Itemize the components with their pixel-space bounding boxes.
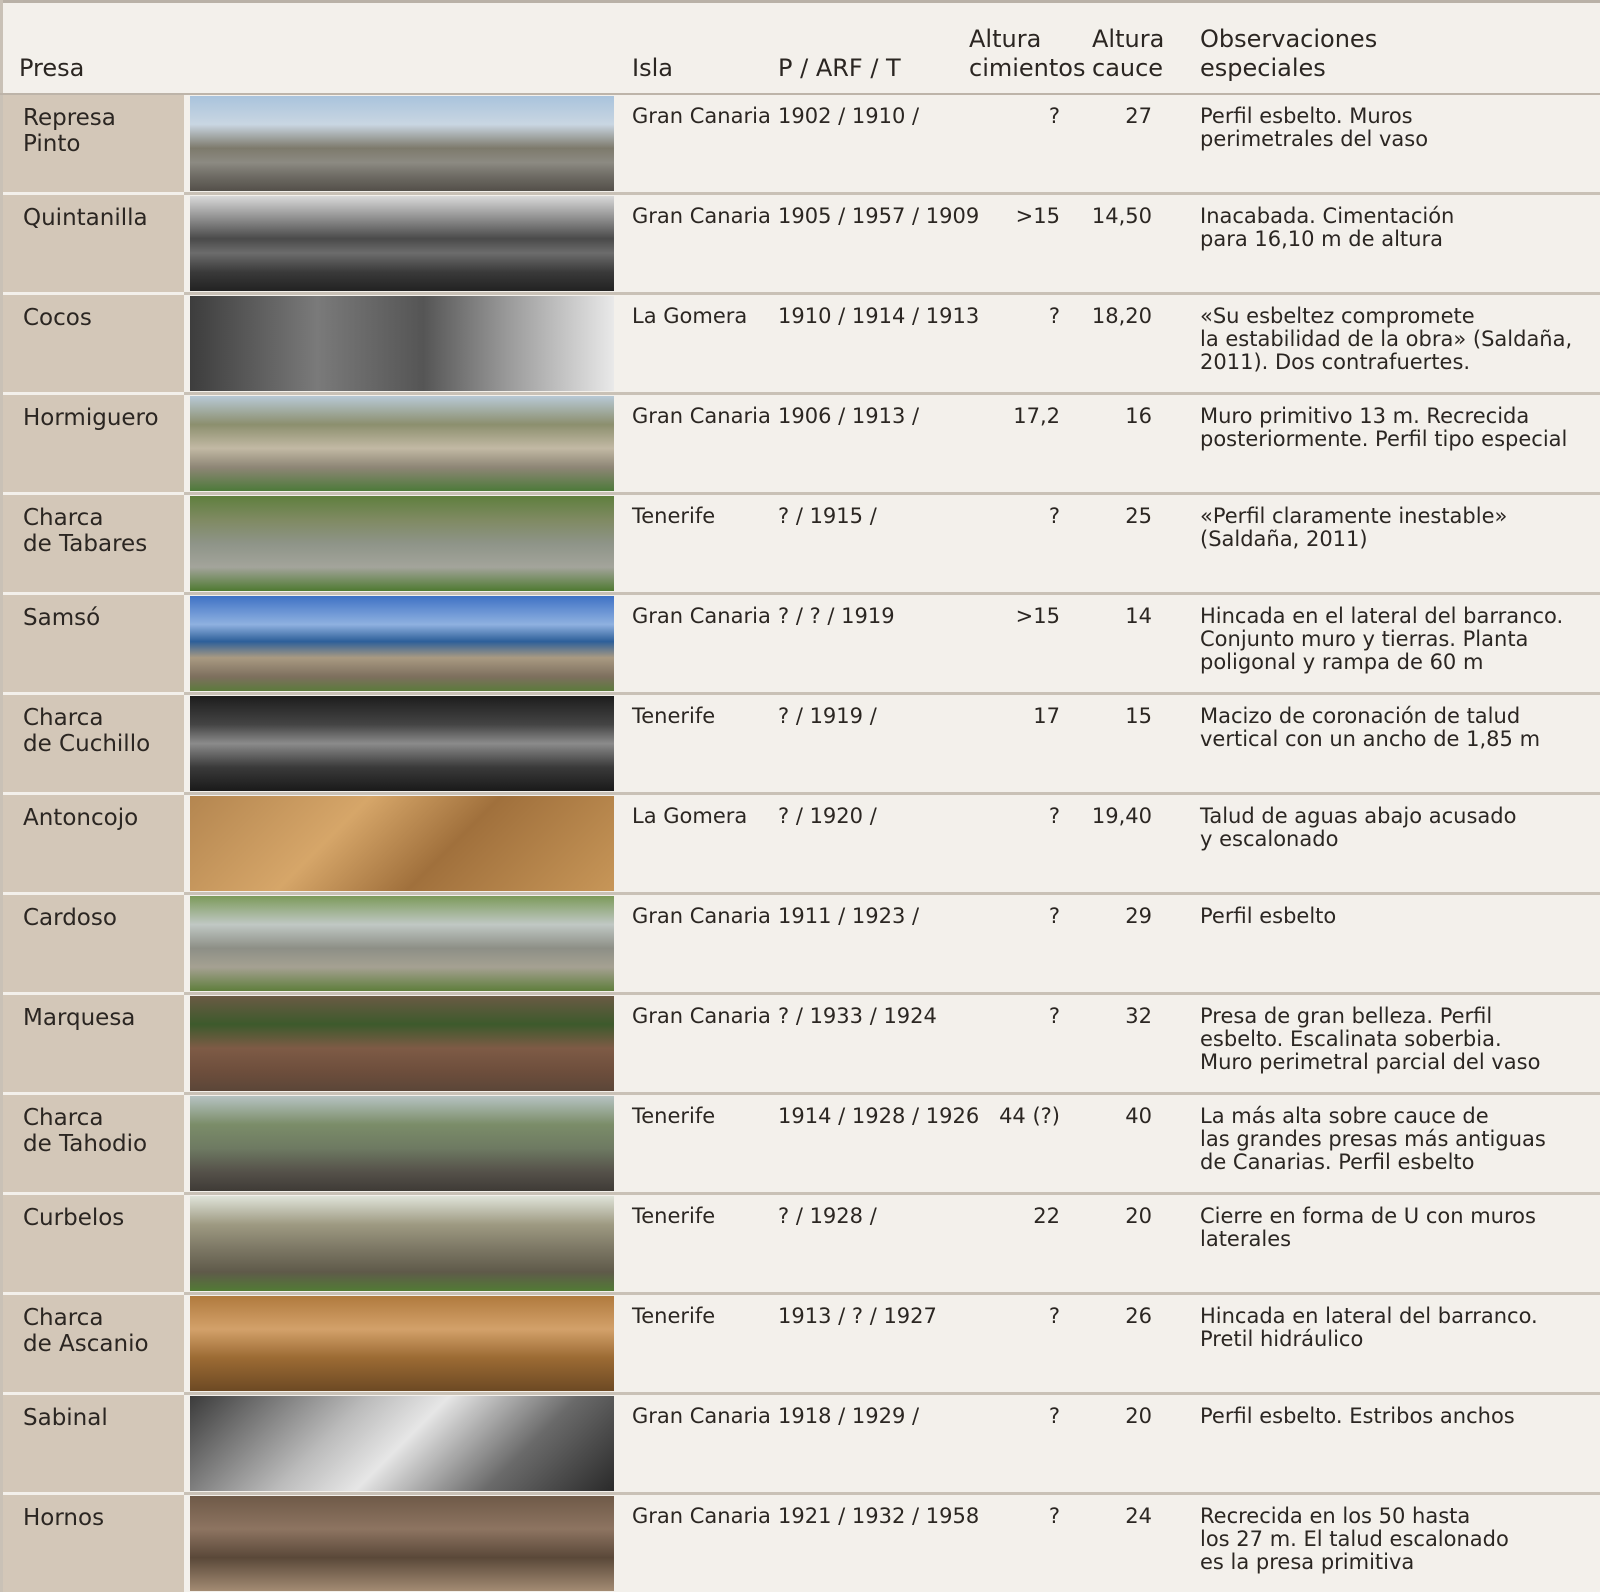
observaciones-line: posteriormente. Perfil tipo especial	[1200, 427, 1568, 451]
observaciones-line: y escalonado	[1200, 827, 1339, 851]
header-observaciones: Observaciones especiales	[1200, 25, 1378, 82]
isla-cell: Tenerife	[632, 1104, 716, 1128]
fechas-cell: ? / ? / 1919	[778, 604, 895, 628]
observaciones-cell	[1200, 805, 1516, 851]
dam-name-line: de Tahodio	[23, 1131, 148, 1157]
observaciones-line: esbelto. Escalinata soberbia.	[1200, 1027, 1502, 1051]
altura-cauce-cell: 26	[1125, 1304, 1152, 1328]
observaciones-cell	[1200, 705, 1540, 751]
altura-cauce-cell: 14,50	[1091, 204, 1152, 228]
altura-cauce-cell: 20	[1125, 1404, 1152, 1428]
altura-cauce-cell: 32	[1125, 1004, 1152, 1028]
dam-photo	[190, 796, 614, 891]
observaciones-line: Muro primitivo 13 m. Recrecida	[1200, 404, 1530, 428]
table-header	[0, 3, 1600, 93]
observaciones-cell	[1200, 305, 1572, 374]
altura-cauce-cell: 19,40	[1091, 804, 1152, 828]
observaciones-line: 2011). Dos contrafuertes.	[1200, 350, 1471, 374]
observaciones-line: Cierre en forma de U con muros	[1200, 1204, 1536, 1228]
dam-name-line: Hormiguero	[23, 405, 159, 431]
dam-photo	[190, 296, 614, 391]
observaciones-line: laterales	[1200, 1227, 1292, 1251]
dam-name-line: de Ascanio	[23, 1331, 149, 1357]
altura-cauce-cell: 16	[1125, 404, 1152, 428]
fechas-cell: 1918 / 1929 /	[778, 1404, 920, 1428]
isla-cell: Gran Canaria	[632, 604, 771, 628]
isla-cell: Gran Canaria	[632, 904, 771, 928]
dam-name-line: Cocos	[23, 305, 92, 331]
dam-photo	[190, 1296, 614, 1391]
observaciones-cell	[1200, 1205, 1536, 1251]
observaciones-cell	[1200, 505, 1507, 551]
dam-name	[3, 95, 184, 192]
altura-cimientos-cell: ?	[1048, 104, 1060, 128]
observaciones-line: los 27 m. El talud escalonado	[1200, 1527, 1509, 1551]
observaciones-line: Muro perimetral parcial del vaso	[1200, 1050, 1541, 1074]
dam-name	[3, 195, 184, 292]
altura-cauce-cell: 15	[1125, 704, 1152, 728]
altura-cauce-cell: 20	[1125, 1204, 1152, 1228]
dam-photo	[190, 496, 614, 591]
fechas-cell: ? / 1933 / 1924	[778, 1004, 937, 1028]
observaciones-line: Hincada en el lateral del barranco.	[1200, 604, 1564, 628]
altura-cauce-cell: 18,20	[1091, 304, 1152, 328]
observaciones-line: de Canarias. Perfil esbelto	[1200, 1150, 1475, 1174]
dam-name	[3, 1195, 184, 1292]
dam-photo	[190, 1096, 614, 1191]
table-row	[0, 995, 1600, 1095]
observaciones-cell	[1200, 1305, 1538, 1351]
table-row	[0, 1495, 1600, 1592]
altura-cauce-cell: 25	[1125, 504, 1152, 528]
table-row	[0, 395, 1600, 495]
fechas-cell: 1910 / 1914 / 1913	[778, 304, 980, 328]
isla-cell: La Gomera	[632, 804, 748, 828]
observaciones-cell	[1200, 1505, 1509, 1574]
observaciones-line: Perfil esbelto	[1200, 904, 1337, 928]
observaciones-line: Recrecida en los 50 hasta	[1200, 1504, 1471, 1528]
altura-cimientos-cell: 44 (?)	[999, 1104, 1060, 1128]
dam-name	[3, 695, 184, 792]
dam-photo	[190, 1196, 614, 1291]
dam-name	[3, 1095, 184, 1192]
dam-photo	[190, 96, 614, 191]
dam-name-line: de Tabares	[23, 531, 148, 557]
table-row	[0, 1395, 1600, 1495]
observaciones-line: poligonal y rampa de 60 m	[1200, 650, 1484, 674]
dam-name	[3, 295, 184, 392]
altura-cimientos-cell: ?	[1048, 1304, 1060, 1328]
table-row	[0, 1095, 1600, 1195]
dam-name-line: Quintanilla	[23, 205, 148, 231]
altura-cimientos-cell: ?	[1048, 904, 1060, 928]
dam-name-line: Marquesa	[23, 1005, 136, 1031]
altura-cimientos-cell: >15	[1015, 604, 1060, 628]
dam-photo	[190, 696, 614, 791]
fechas-cell: 1905 / 1957 / 1909	[778, 204, 980, 228]
observaciones-cell	[1200, 405, 1567, 451]
isla-cell: Gran Canaria	[632, 404, 771, 428]
table-row	[0, 695, 1600, 795]
dam-name	[3, 1395, 184, 1492]
altura-cimientos-cell: ?	[1048, 304, 1060, 328]
table-row	[0, 1195, 1600, 1295]
table-row	[0, 895, 1600, 995]
fechas-cell: ? / 1919 /	[778, 704, 877, 728]
altura-cimientos-cell: ?	[1048, 504, 1060, 528]
altura-cauce-cell: 29	[1125, 904, 1152, 928]
isla-cell: Tenerife	[632, 1204, 716, 1228]
observaciones-cell	[1200, 1405, 1515, 1428]
header-isla: Isla	[632, 54, 673, 82]
altura-cimientos-cell: ?	[1048, 1504, 1060, 1528]
isla-cell: La Gomera	[632, 304, 748, 328]
fechas-cell: ? / 1928 /	[778, 1204, 877, 1228]
header-presa: Presa	[19, 54, 85, 82]
dam-name-line: Charca	[23, 705, 104, 731]
dam-name-line: Curbelos	[23, 1205, 125, 1231]
observaciones-line: la estabilidad de la obra» (Saldaña,	[1200, 327, 1573, 351]
table-row	[0, 795, 1600, 895]
observaciones-line: perimetrales del vaso	[1200, 127, 1429, 151]
observaciones-line: las grandes presas más antiguas	[1200, 1127, 1546, 1151]
observaciones-cell	[1200, 1005, 1540, 1074]
dam-name-line: de Cuchillo	[23, 731, 151, 757]
altura-cimientos-cell: >15	[1015, 204, 1060, 228]
observaciones-line: para 16,10 m de altura	[1200, 227, 1443, 251]
dam-name-line: Cardoso	[23, 905, 117, 931]
dam-name	[3, 595, 184, 692]
dam-name	[3, 995, 184, 1092]
observaciones-line: «Perfil claramente inestable»	[1200, 504, 1508, 528]
observaciones-line: Perfil esbelto. Estribos anchos	[1200, 1404, 1515, 1428]
fechas-cell: 1914 / 1928 / 1926	[778, 1104, 980, 1128]
fechas-cell: ? / 1920 /	[778, 804, 877, 828]
dam-name	[3, 895, 184, 992]
dam-photo	[190, 1496, 614, 1591]
isla-cell: Gran Canaria	[632, 1504, 771, 1528]
dam-name	[3, 395, 184, 492]
dam-name	[3, 1295, 184, 1392]
observaciones-line: (Saldaña, 2011)	[1200, 527, 1368, 551]
table-row	[0, 295, 1600, 395]
fechas-cell: 1906 / 1913 /	[778, 404, 920, 428]
observaciones-line: Presa de gran belleza. Perfil	[1200, 1004, 1493, 1028]
altura-cauce-cell: 27	[1125, 104, 1152, 128]
altura-cauce-cell: 14	[1125, 604, 1152, 628]
header-altura-cimientos: Altura cimientos	[969, 25, 1086, 82]
isla-cell: Tenerife	[632, 504, 716, 528]
dam-photo	[190, 396, 614, 491]
header-altura-cauce: Altura cauce	[1092, 25, 1165, 82]
dam-name-line: Sabinal	[23, 1405, 108, 1431]
altura-cimientos-cell: ?	[1048, 804, 1060, 828]
altura-cauce-cell: 24	[1125, 1504, 1152, 1528]
observaciones-cell	[1200, 205, 1454, 251]
dam-name-line: Represa	[23, 105, 116, 131]
dam-name-line: Antoncojo	[23, 805, 139, 831]
isla-cell: Gran Canaria	[632, 104, 771, 128]
observaciones-line: vertical con un ancho de 1,85 m	[1200, 727, 1541, 751]
dam-name	[3, 495, 184, 592]
dam-photo	[190, 896, 614, 991]
observaciones-line: Inacabada. Cimentación	[1200, 204, 1455, 228]
observaciones-line: Perfil esbelto. Muros	[1200, 104, 1413, 128]
table-row	[0, 1295, 1600, 1395]
altura-cimientos-cell: ?	[1048, 1404, 1060, 1428]
dam-name-line: Pinto	[23, 131, 81, 157]
fechas-cell: ? / 1915 /	[778, 504, 877, 528]
observaciones-cell	[1200, 105, 1428, 151]
altura-cauce-cell: 40	[1125, 1104, 1152, 1128]
isla-cell: Gran Canaria	[632, 204, 771, 228]
isla-cell: Gran Canaria	[632, 1004, 771, 1028]
observaciones-line: La más alta sobre cauce de	[1200, 1104, 1489, 1128]
observaciones-cell	[1200, 905, 1336, 928]
observaciones-line: Macizo de coronación de talud	[1200, 704, 1521, 728]
observaciones-line: Pretil hidráulico	[1200, 1327, 1364, 1351]
altura-cimientos-cell: 17,2	[1013, 404, 1060, 428]
fechas-cell: 1921 / 1932 / 1958	[778, 1504, 980, 1528]
altura-cimientos-cell: 17	[1033, 704, 1060, 728]
observaciones-line: Hincada en lateral del barranco.	[1200, 1304, 1538, 1328]
table-row	[0, 195, 1600, 295]
observaciones-cell	[1200, 605, 1563, 674]
isla-cell: Gran Canaria	[632, 1404, 771, 1428]
dam-name-line: Charca	[23, 505, 104, 531]
dam-photo	[190, 1396, 614, 1491]
dam-name-line: Charca	[23, 1305, 104, 1331]
observaciones-line: Conjunto muro y tierras. Planta	[1200, 627, 1529, 651]
dam-name	[3, 795, 184, 892]
isla-cell: Tenerife	[632, 1304, 716, 1328]
header-fechas: P / ARF / T	[778, 54, 901, 82]
dam-name-line: Charca	[23, 1105, 104, 1131]
altura-cimientos-cell: ?	[1048, 1004, 1060, 1028]
dam-name-line: Hornos	[23, 1505, 105, 1531]
observaciones-line: es la presa primitiva	[1200, 1550, 1415, 1574]
dam-photo	[190, 996, 614, 1091]
table-row	[0, 95, 1600, 195]
dam-name-line: Samsó	[23, 605, 101, 631]
isla-cell: Tenerife	[632, 704, 716, 728]
fechas-cell: 1913 / ? / 1927	[778, 1304, 937, 1328]
table-row	[0, 495, 1600, 595]
fechas-cell: 1902 / 1910 /	[778, 104, 920, 128]
dam-photo	[190, 196, 614, 291]
observaciones-cell	[1200, 1105, 1546, 1174]
observaciones-line: Talud de aguas abajo acusado	[1200, 804, 1517, 828]
dam-name	[3, 1495, 184, 1592]
table-row	[0, 595, 1600, 695]
altura-cimientos-cell: 22	[1033, 1204, 1060, 1228]
dam-photo	[190, 596, 614, 691]
observaciones-line: «Su esbeltez compromete	[1200, 304, 1475, 328]
fechas-cell: 1911 / 1923 /	[778, 904, 920, 928]
